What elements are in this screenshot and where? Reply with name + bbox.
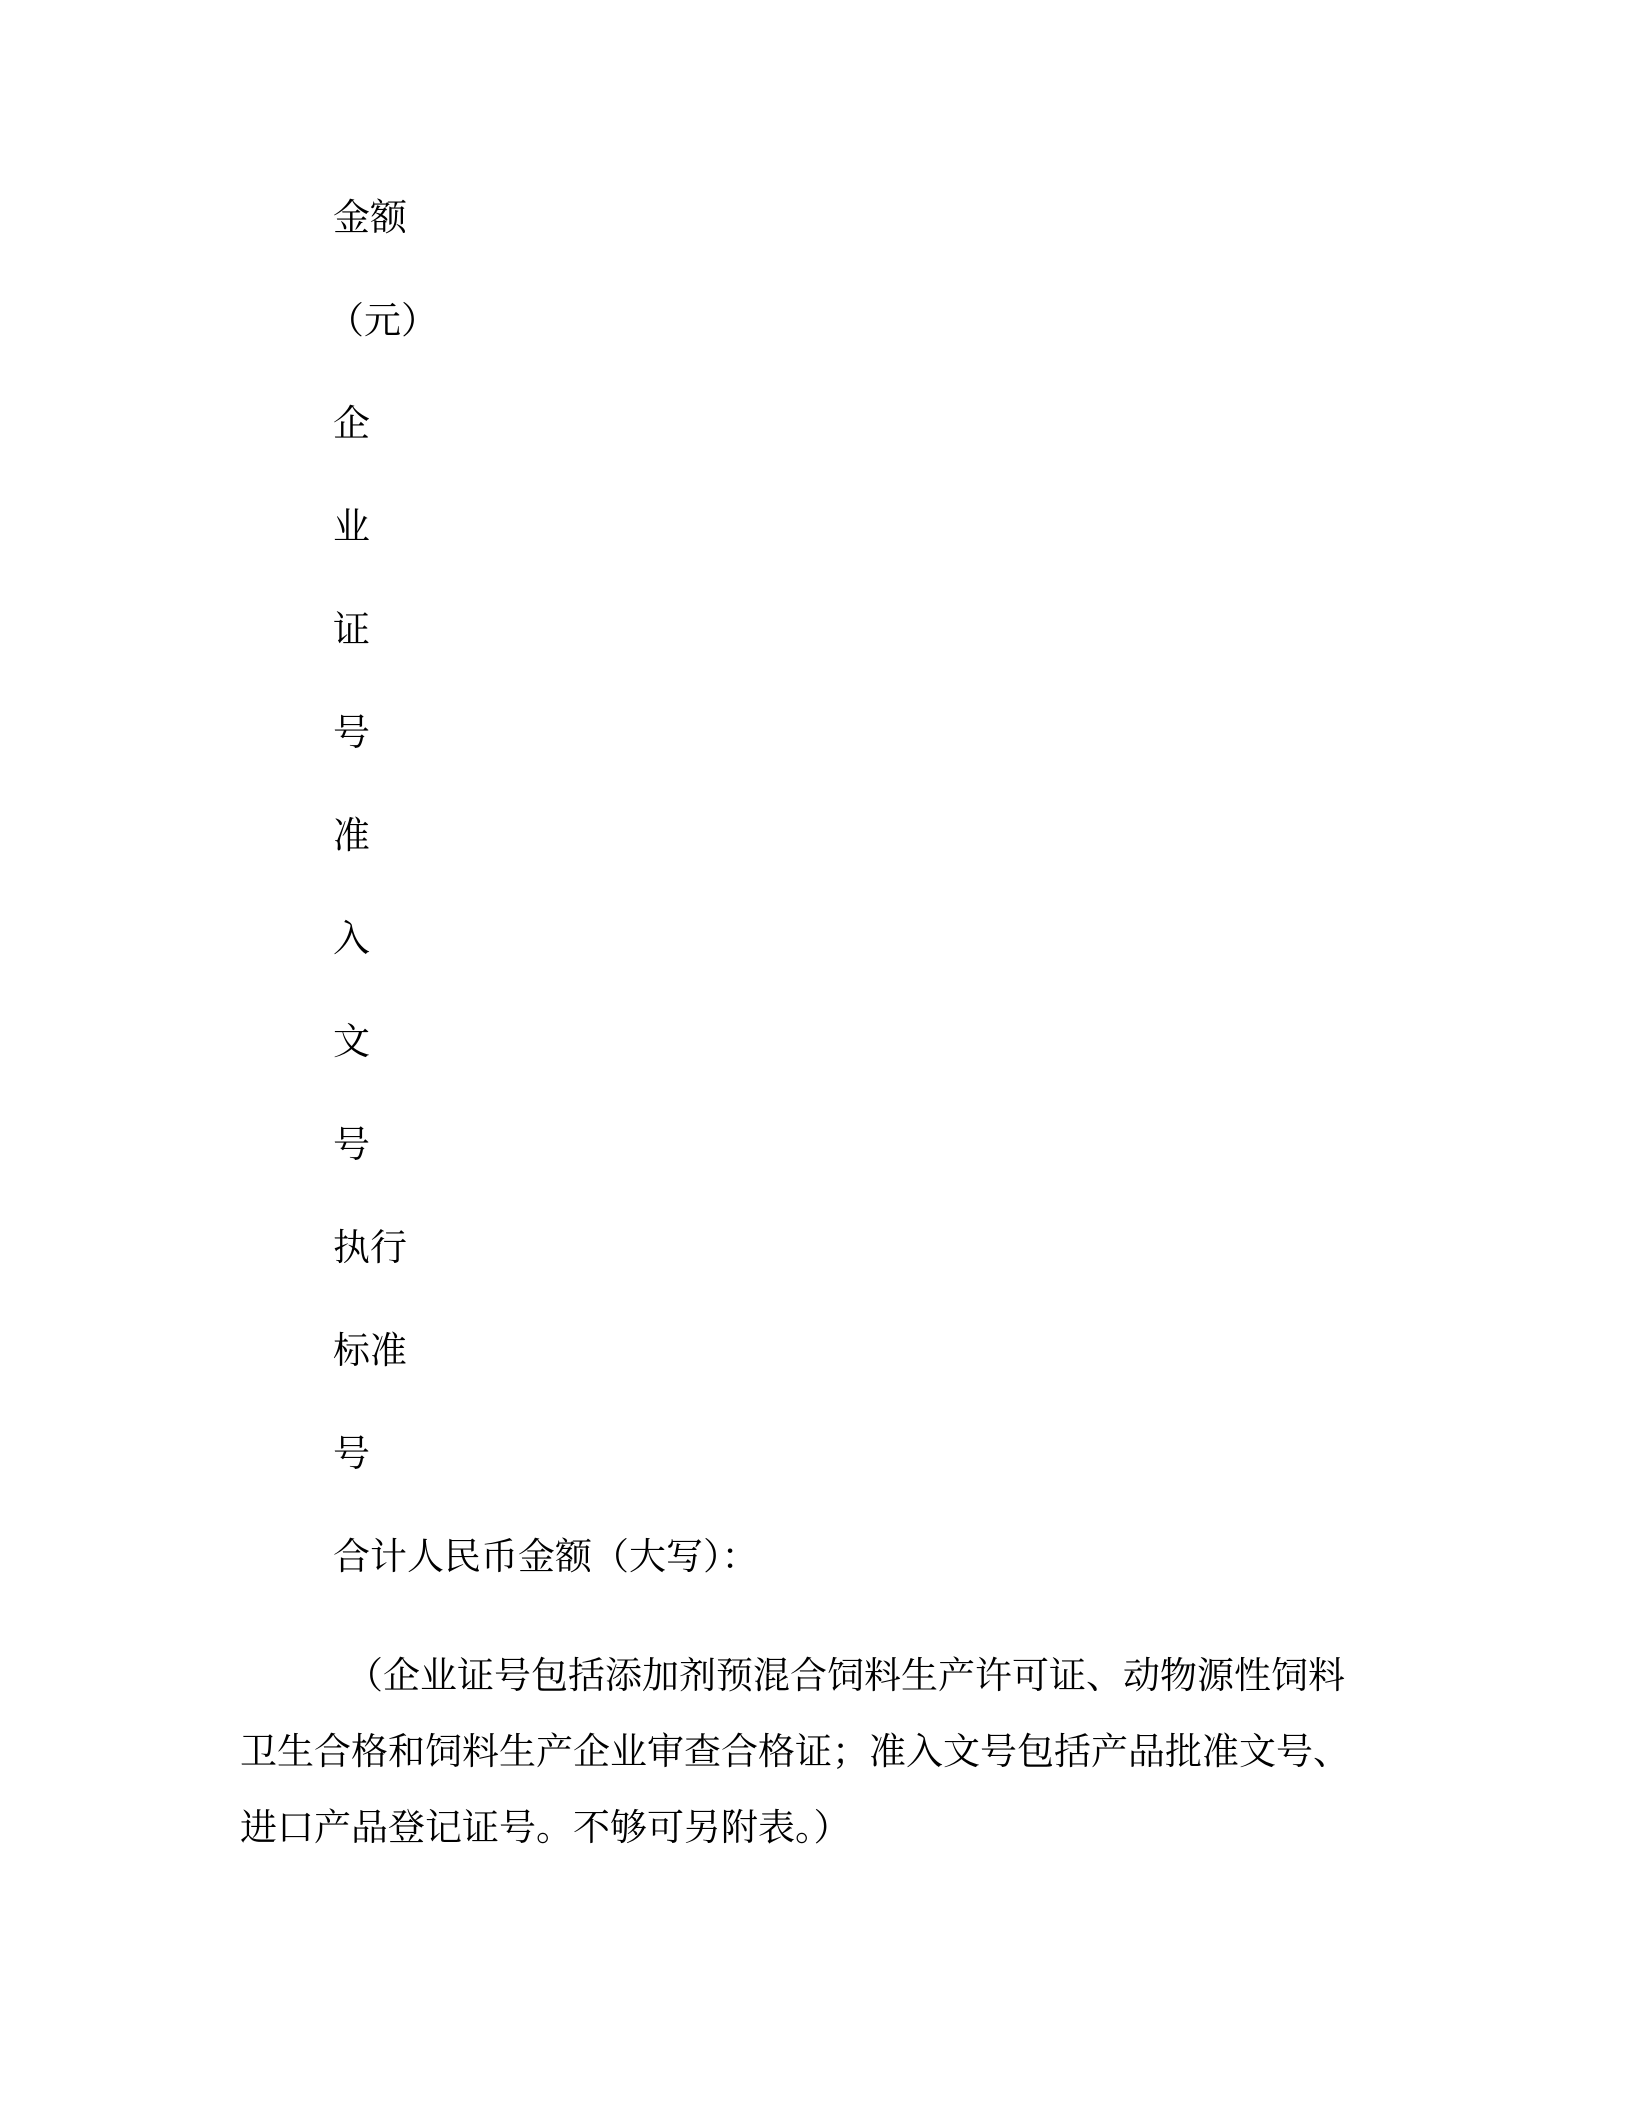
footnote: （企业证号包括添加剂预混合饲料生产许可证、动物源性饲料卫生合格和饲料生产企业审查合格证；准入文号包括产品批准文号、进口产品登记证号。不够可另附表。） xyxy=(240,1654,1350,1849)
label-enterprise-char-4: 号 xyxy=(333,711,370,754)
label-approval-char-2: 入 xyxy=(333,917,370,960)
label-standard-line-2: 标准 xyxy=(333,1329,407,1372)
label-approval-char-1: 准 xyxy=(333,814,370,857)
label-standard-line-1: 执行 xyxy=(333,1226,407,1269)
label-enterprise-char-1: 企 xyxy=(333,402,370,445)
label-standard-line-3: 号 xyxy=(333,1432,370,1475)
label-approval-char-3: 文 xyxy=(333,1020,370,1063)
label-yuan-unit: （元） xyxy=(327,299,438,342)
label-enterprise-char-2: 业 xyxy=(333,505,370,548)
label-enterprise-char-3: 证 xyxy=(333,608,370,651)
label-amount: 金额 xyxy=(333,196,407,239)
label-approval-char-4: 号 xyxy=(333,1123,370,1166)
label-total-rmb-uppercase: 合计人民币金额（大写）： xyxy=(333,1535,759,1578)
